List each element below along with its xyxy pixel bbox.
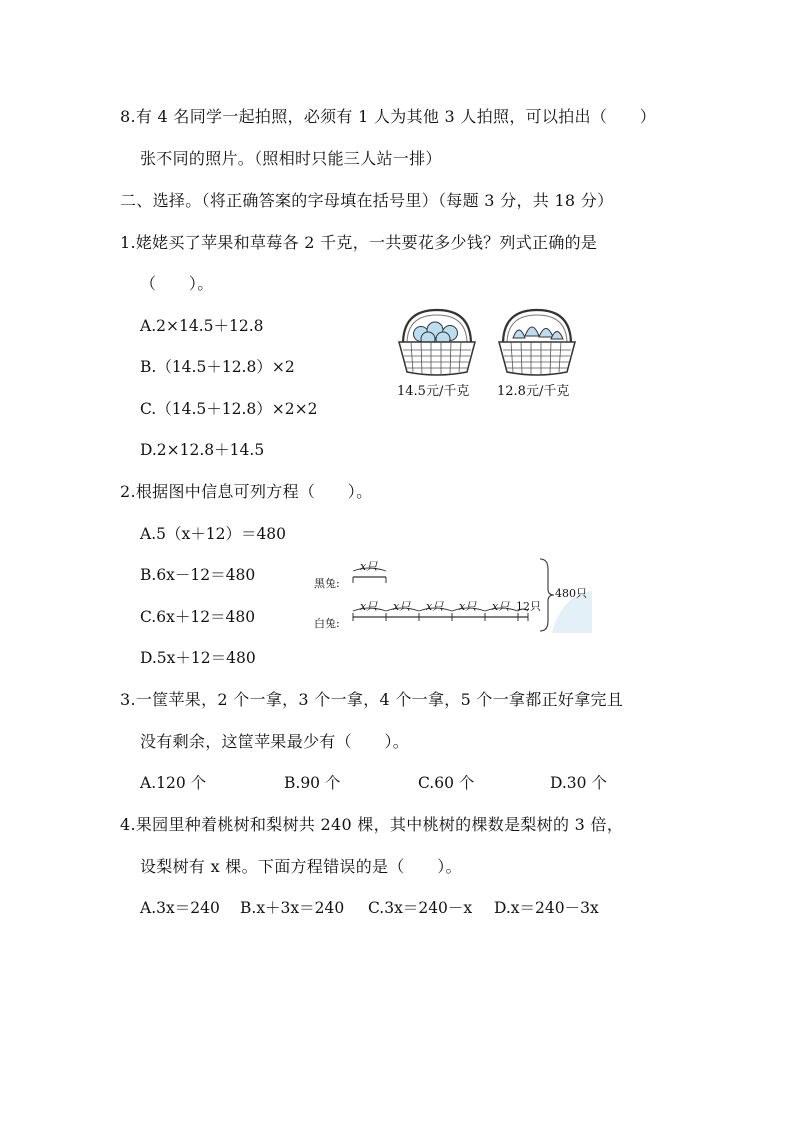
q3-line1: 3.一筐苹果，2 个一拿，3 个一拿，4 个一拿，5 个一拿都正好拿完且 — [120, 690, 624, 709]
extra-12-label: 12只 — [516, 600, 541, 613]
q1-line2: （ ）。 — [140, 274, 214, 293]
q4-line2: 设梨树有 x 棵。下面方程错误的是（ ）。 — [140, 857, 462, 876]
q3-option-a: A.120 个 — [140, 774, 207, 792]
rabbit-segment-diagram — [312, 555, 597, 637]
white-segment-label-4: x只 — [459, 600, 477, 613]
q8-line2: 张不同的照片。（照相时只能三人站一排） — [140, 149, 442, 168]
black-segment-label: x只 — [360, 560, 378, 573]
strawberry-basket-icon — [499, 310, 575, 375]
white-segment-label-1: x只 — [360, 600, 378, 613]
q2-option-d: D.5x＋12＝480 — [140, 649, 256, 667]
q1-option-a: A.2×14.5＋12.8 — [140, 317, 264, 335]
q2-option-b: B.6x－12＝480 — [140, 566, 256, 584]
section-title: 二、选择。（将正确答案的字母填在括号里）（每题 3 分，共 18 分） — [120, 191, 614, 210]
apple-basket-icon — [399, 310, 475, 375]
q2-option-c: C.6x＋12＝480 — [140, 608, 256, 626]
apple-price-label: 14.5元/千克 — [397, 384, 470, 399]
q3-option-c: C.60 个 — [418, 774, 475, 792]
q4-option-c: C.3x＝240－x — [368, 899, 473, 917]
fruit-baskets-figure — [395, 308, 595, 400]
q1-option-c: C.（14.5＋12.8）×2×2 — [140, 400, 318, 418]
q4-option-d: D.x＝240－3x — [494, 899, 599, 917]
black-rabbit-label: 黑兔: — [314, 577, 340, 590]
white-rabbit-label: 白兔: — [314, 617, 340, 630]
q3-line2: 没有剩余，这筐苹果最少有（ ）。 — [140, 732, 410, 751]
total-480-label: 480只 — [555, 587, 587, 600]
q4-option-b: B.x＋3x＝240 — [240, 899, 345, 917]
q1-line1: 1.姥姥买了苹果和草莓各 2 千克，一共要花多少钱？列式正确的是 — [120, 233, 598, 252]
q1-option-d: D.2×12.8＋14.5 — [140, 441, 265, 459]
q4-option-a: A.3x＝240 — [140, 899, 220, 917]
q3-option-b: B.90 个 — [284, 774, 341, 792]
q2-line1: 2.根据图中信息可列方程（ ）。 — [120, 482, 373, 501]
white-segment-label-5: x只 — [492, 600, 510, 613]
q1-option-b: B.（14.5＋12.8）×2 — [140, 358, 295, 376]
q3-option-d: D.30 个 — [550, 774, 607, 792]
q2-option-a: A.5（x＋12）＝480 — [140, 525, 287, 543]
white-segment-label-3: x只 — [426, 600, 444, 613]
q4-line1: 4.果园里种着桃树和梨树共 240 棵，其中桃树的棵数是梨树的 3 倍， — [120, 815, 624, 834]
white-segment-label-2: x只 — [393, 600, 411, 613]
strawberry-price-label: 12.8元/千克 — [497, 384, 570, 399]
q8-line1: 8.有 4 名同学一起拍照，必须有 1 人为其他 3 人拍照，可以拍出（ ） — [120, 107, 657, 126]
